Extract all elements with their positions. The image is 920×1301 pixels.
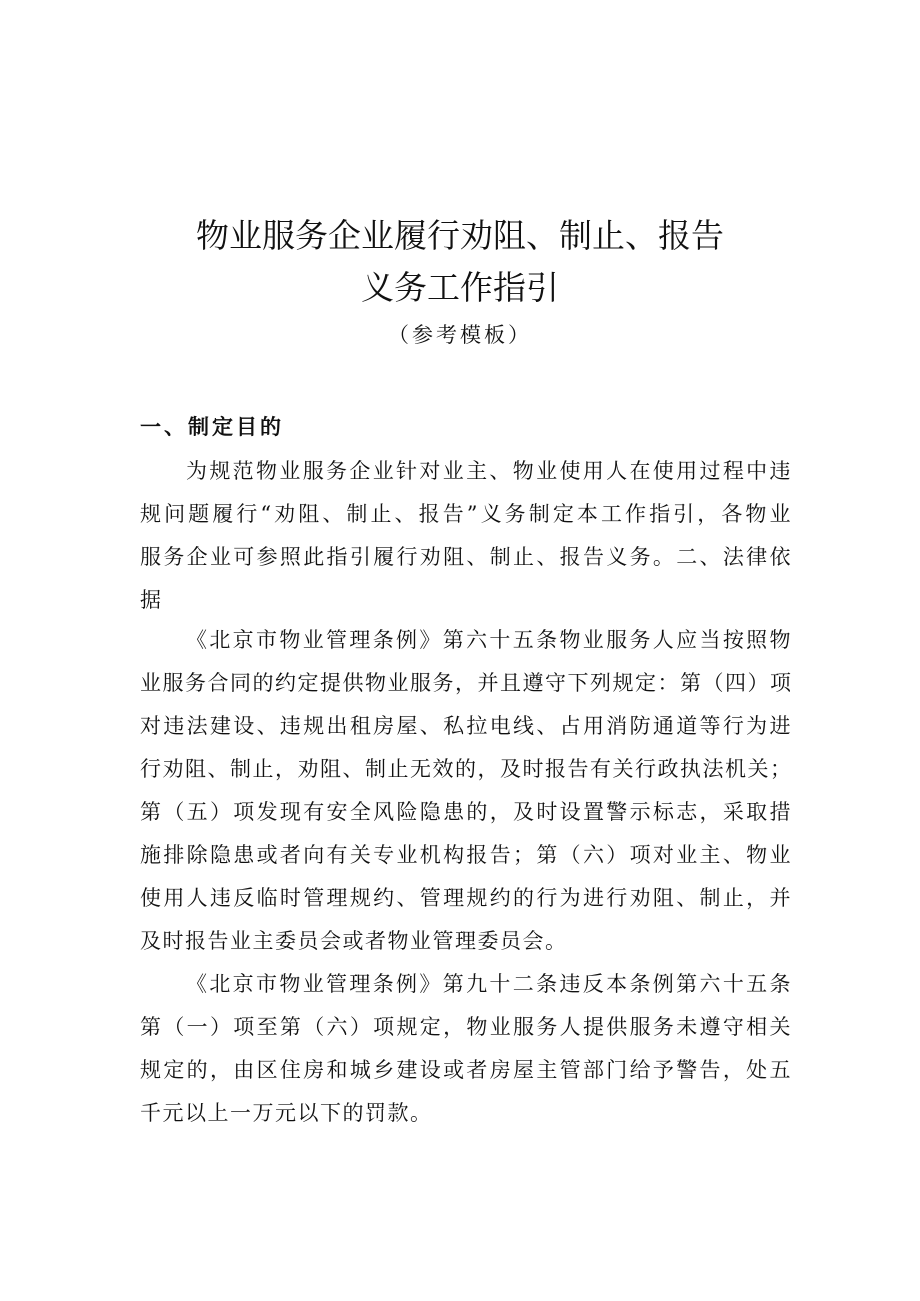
- paragraph-line: 对违法建设、违规出租房屋、私拉电线、占用消防通道等行为进: [140, 714, 792, 738]
- paragraph-article-65: [140, 619, 792, 963]
- document-title-line-1: 物业服务企业履行劝阻、制止、报告: [196, 216, 724, 255]
- paragraph-line: 行劝阻、制止，劝阻、制止无效的，及时报告有关行政执法机关；: [140, 757, 793, 781]
- paragraph-line: 施排除隐患或者向有关专业机构报告；第（六）项对业主、物业: [140, 843, 792, 867]
- paragraph-line: 规问题履行“劝阻、制止、报告”义务制定本工作指引，各物业: [140, 502, 792, 526]
- paragraph-line: 规定的，由区住房和城乡建设或者房屋主管部门给予警告，处五: [140, 1058, 792, 1082]
- paragraph-line: 服务企业可参照此指引履行劝阻、制止、报告义务。二、法律依: [140, 545, 792, 569]
- paragraph-line: 据: [140, 588, 163, 612]
- paragraph-line: 《北京市物业管理条例》第九十二条违反本条例第六十五条: [186, 972, 792, 996]
- paragraph-line: 《北京市物业管理条例》第六十五条物业服务人应当按照物: [186, 628, 792, 652]
- paragraph-line: 第（五）项发现有安全风险隐患的，及时设置警示标志，采取措: [140, 800, 792, 824]
- document-subtitle: （参考模板）: [388, 323, 532, 347]
- paragraph-line: 为规范物业服务企业针对业主、物业使用人在使用过程中违: [186, 459, 792, 483]
- section-heading-purpose: 一、制定目的: [140, 414, 284, 439]
- paragraph-line: 业服务合同的约定提供物业服务，并且遵守下列规定：第（四）项: [140, 671, 793, 695]
- paragraph-article-92: [140, 963, 792, 1135]
- paragraph-line: 及时报告业主委员会或者物业管理委员会。: [140, 929, 568, 953]
- paragraph-purpose: [140, 450, 792, 622]
- paragraph-line: 使用人违反临时管理规约、管理规约的行为进行劝阻、制止，并: [140, 886, 792, 910]
- paragraph-line: 第（一）项至第（六）项规定，物业服务人提供服务未遵守相关: [140, 1015, 792, 1039]
- paragraph-line: 千元以上一万元以下的罚款。: [140, 1101, 433, 1125]
- document-title-line-2: 义务工作指引: [361, 268, 559, 307]
